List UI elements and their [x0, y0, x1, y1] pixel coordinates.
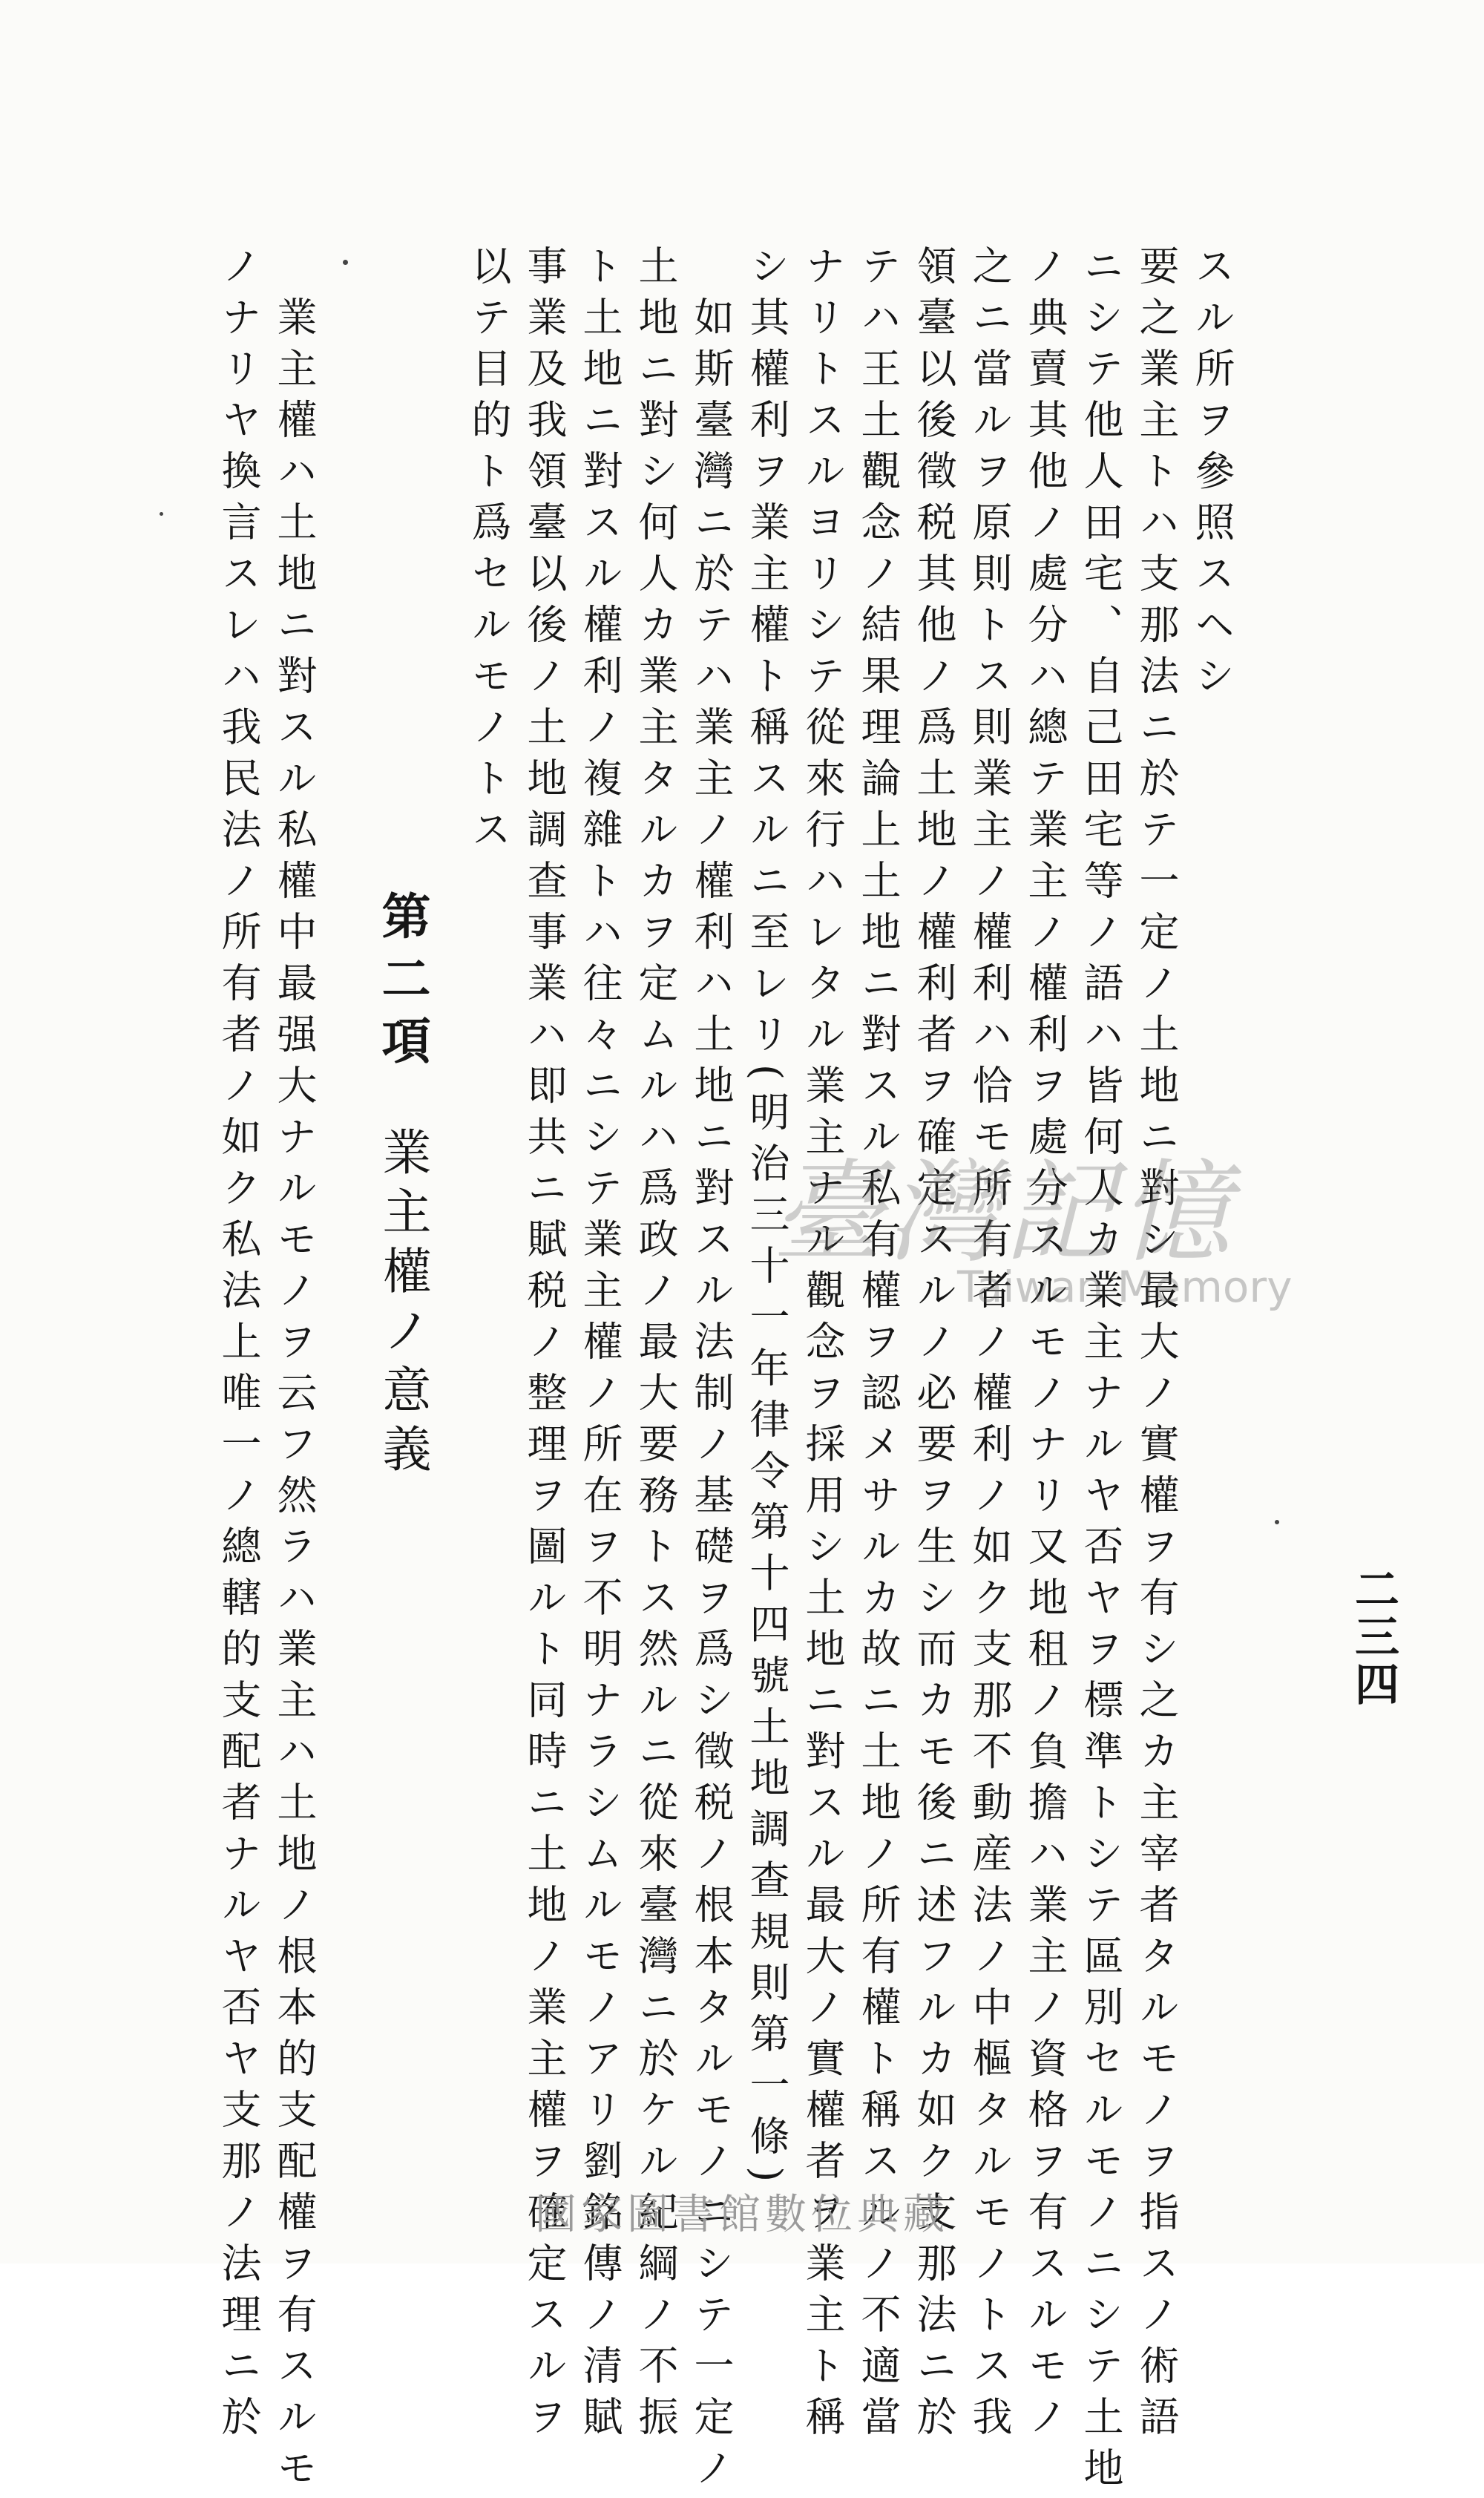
text-line: ニシテ他人田宅、自己田宅等ノ語ハ皆何人カ業主ナルヤ否ヤヲ標準トシテ區別セルモノニシテ土地 — [1077, 245, 1124, 2498]
text-line: 土地ニ對シ何人カ業主タルカヲ定ムルハ爲政ノ最大要務トス然ルニ從來臺灣ニ於ケル紀綱ノ不振 — [632, 245, 679, 2447]
watermark-cjk: 臺灣記憶 — [772, 1149, 1235, 1278]
text-line: ノ典賣其他ノ處分ハ總テ業主ノ權利ヲ處分スルモノナリ又地租ノ負擔ハ業主ノ資格ヲ有スルモノ — [1022, 245, 1068, 2447]
text-line: テハ王土觀念ノ結果理論上土地ニ對スル私有權ヲ認メサルカ故ニ土地ノ所有權ト稱スルノ不適當 — [855, 245, 902, 2447]
text-line: スル所ヲ參照スヘシ — [1189, 245, 1235, 706]
text-line: 要之業主トハ支那法ニ於テ一定ノ土地ニ對シ最大ノ實權ヲ有シ之カ主宰者タルモノヲ指スノ術語 — [1133, 245, 1180, 2447]
text-line: 事業及我領臺以後ノ土地調查事業ハ即共ニ賦税ノ整理ヲ圖ルト同時ニ土地ノ業主權ヲ確定スルヲ — [521, 245, 568, 2447]
text-line: ナリトスルヨリシテ從來行ハレタル業主ナル觀念ヲ採用シ土地ニ對スル最大ノ實權者ヲ業主ト稱 — [799, 245, 846, 2447]
page-number: 二三四 — [1347, 1566, 1399, 1708]
footer-collection-label: 國家圖書館數位典藏 — [535, 2191, 949, 2239]
text-line: 領臺以後徵税其他ノ爲土地ノ權利者ヲ確定スルノ必要ヲ生シ而カモ後ニ述フルカ如ク支那法ニ於 — [910, 245, 957, 2447]
watermark-english: Taiwan Memory — [957, 1262, 1293, 1312]
section-title: 業主權ノ意義 — [374, 1127, 431, 1483]
text-line: 以テ目的ト爲セルモノトス — [465, 245, 512, 859]
section-heading — [373, 245, 431, 2041]
ink-speck — [343, 260, 348, 265]
text-line: ト土地ニ對スル權利ノ複雜トハ往々ニシテ業主權ノ所在ヲ不明ナラシムルモノアリ劉銘傳ノ清賦 — [577, 245, 623, 2447]
text-line: 之ニ當ルヲ原則トス則業主ノ權利ハ恰モ所有者ノ權利ノ如ク支那不動産法ノ中樞タルモノトス我 — [966, 245, 1013, 2447]
ink-speck — [160, 512, 163, 516]
ink-speck — [1275, 1520, 1279, 1524]
text-line-paragraph-start: 業主權ハ土地ニ對スル私權中最强大ナルモノヲ云フ然ラハ業主ハ土地ノ根本的支配權ヲ有スルモ — [271, 296, 318, 2498]
text-line-paragraph-start: 如斯臺灣ニ於テハ業主ノ權利ハ土地ニ對スル法制ノ基礎ヲ爲シ徵税ノ根本タルモノニシテ一定ノ — [688, 296, 735, 2498]
text-line: ノナリヤ換言スレハ我民法ノ所有者ノ如ク私法上唯一ノ總轄的支配者ナルヤ否ヤ支那ノ法理ニ於 — [215, 245, 262, 2447]
text-line: シ其權利ヲ業主權ト稱スルニ至レリ(明治三十一年律令第十四號土地調查規則第一條) — [743, 245, 790, 2194]
section-number: 第二項 — [373, 891, 431, 1078]
